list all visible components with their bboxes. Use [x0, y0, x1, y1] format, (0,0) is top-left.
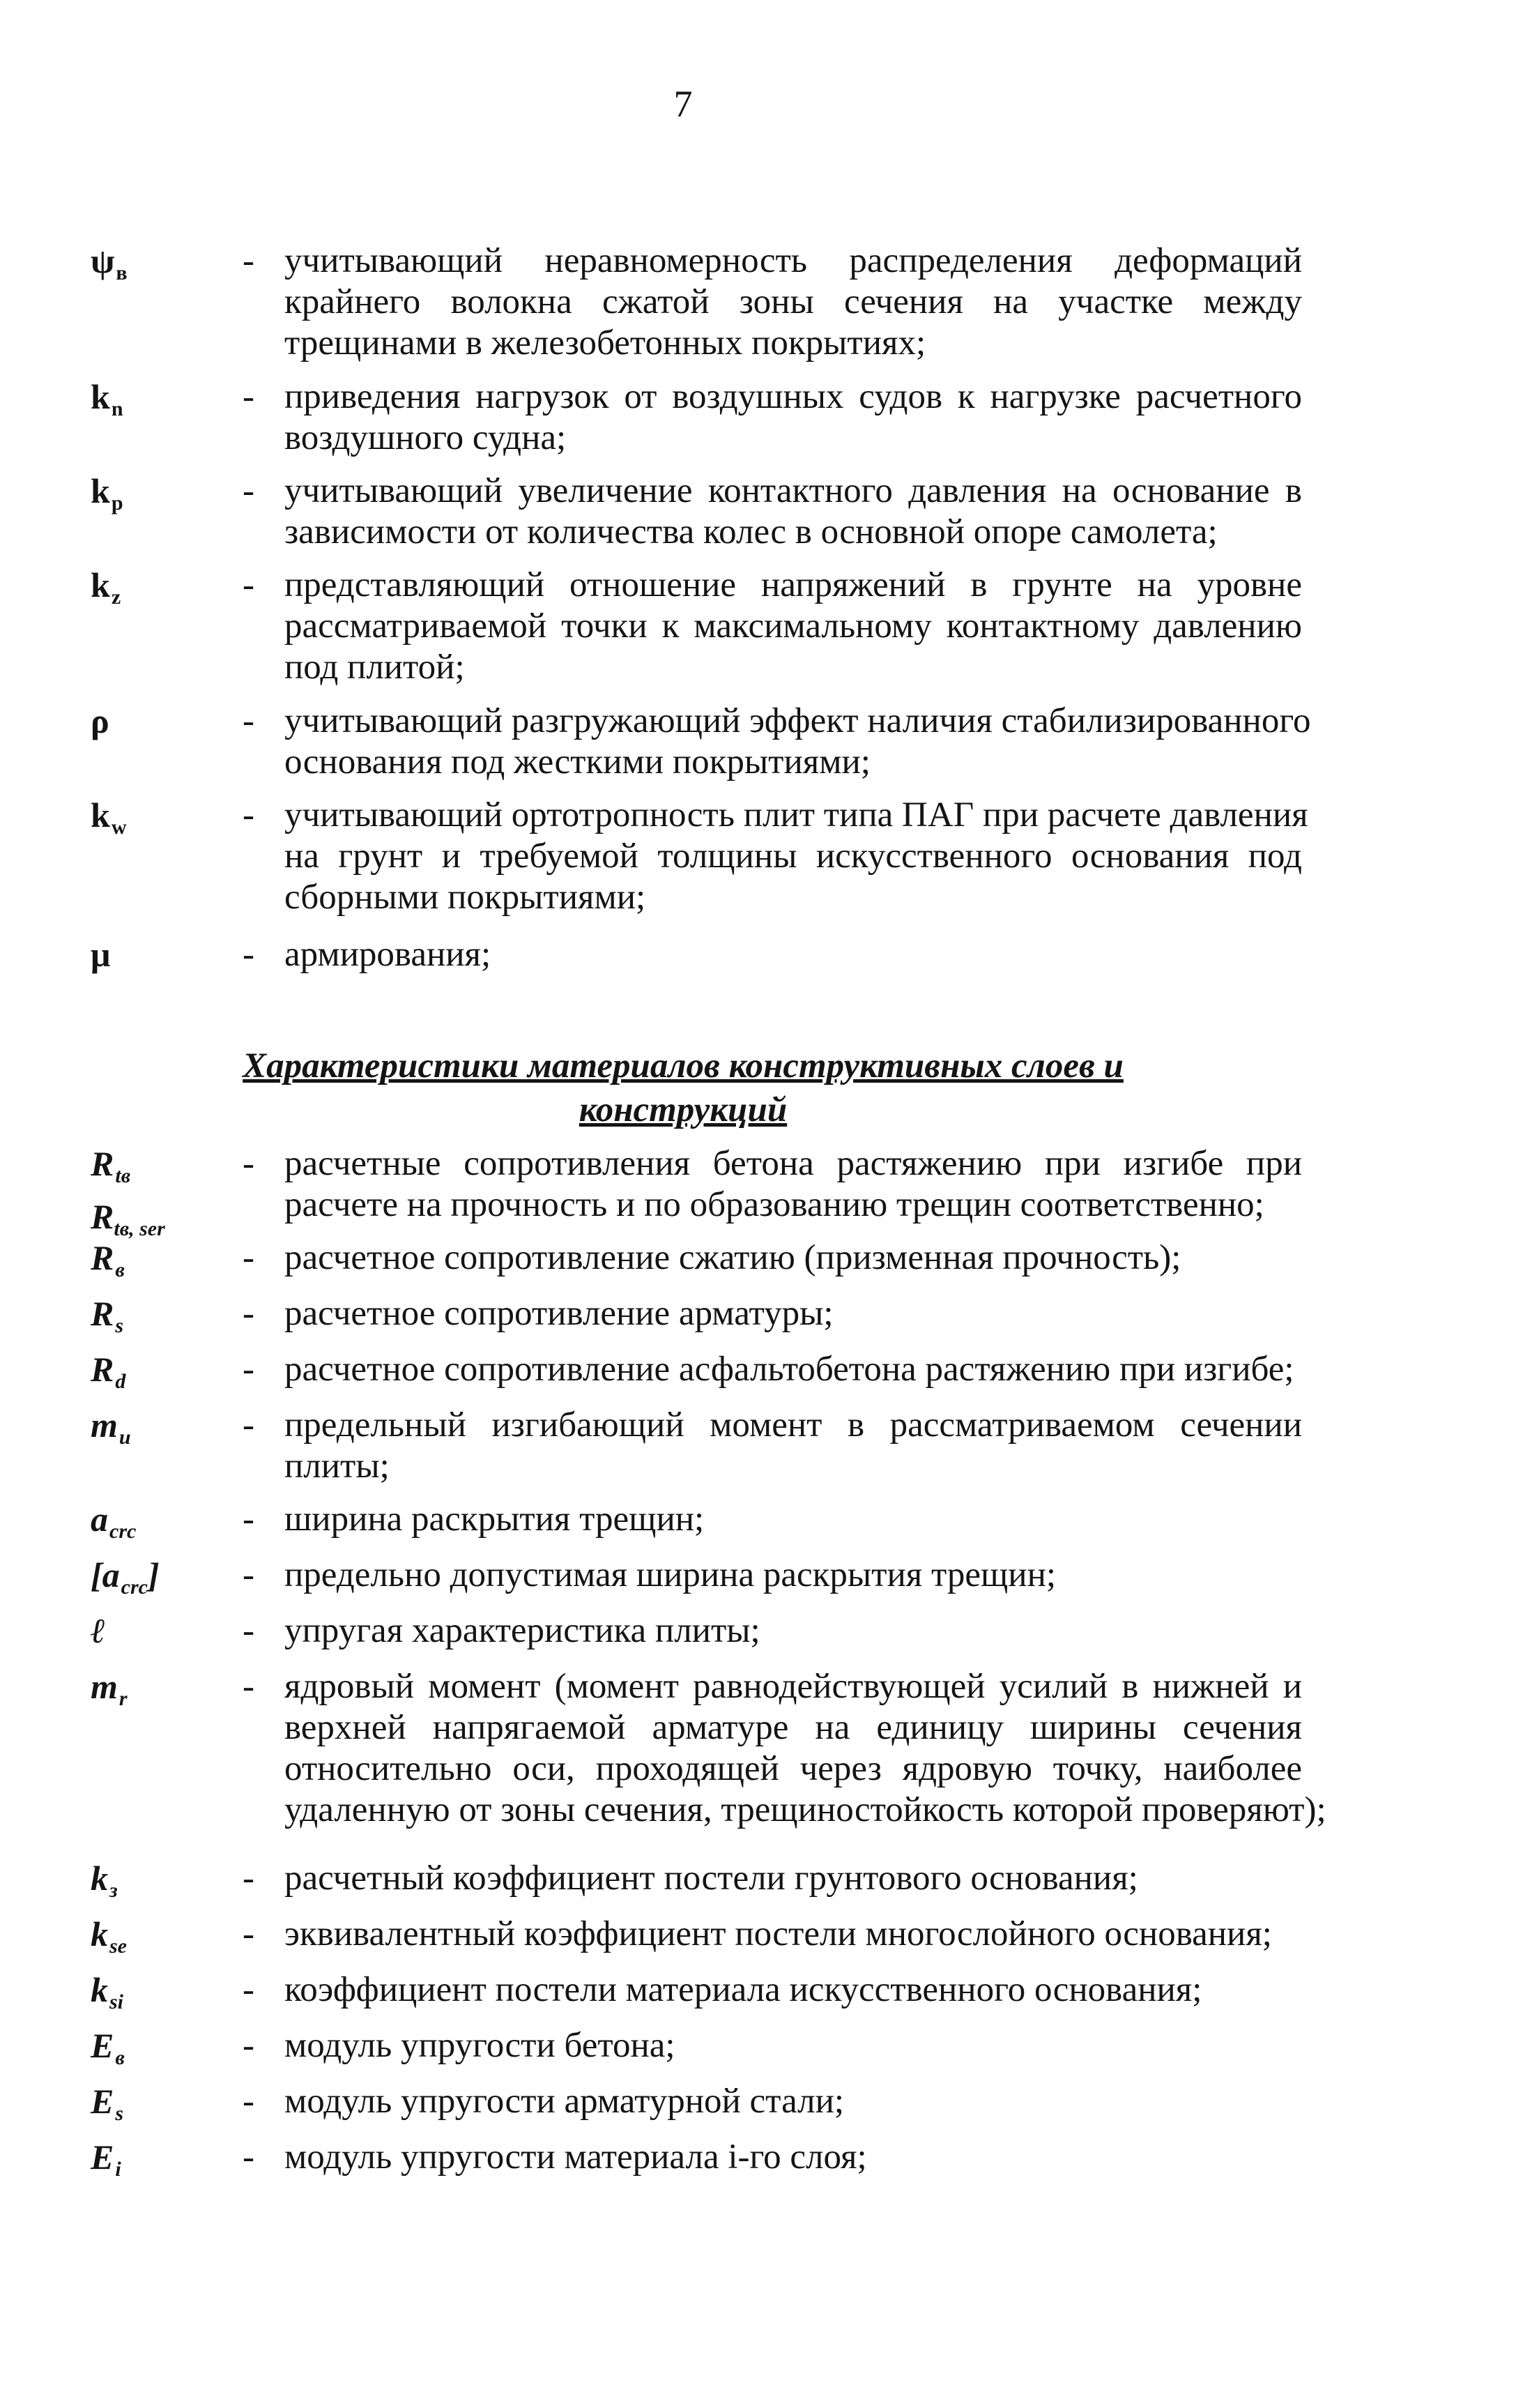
description-line: расчете на прочность и по образованию трещин соответственно; [284, 1185, 1264, 1224]
symbol-description [284, 1610, 1302, 1652]
symbol-letter: μ [91, 935, 111, 974]
symbol-letter: E [91, 2026, 114, 2065]
symbol-subscript: crc [121, 1576, 148, 1599]
dash-separator: - [243, 377, 254, 416]
symbol-letter: R [91, 1350, 114, 1389]
symbol-letter: R [91, 1294, 114, 1333]
description-line: расчетное сопротивление арматуры; [284, 1294, 834, 1333]
symbol-letter: m [91, 1405, 118, 1445]
symbol [91, 2081, 123, 2134]
description-line: модуль упругости бетона; [284, 2026, 675, 2065]
description-line: учитывающий увеличение контактного давления на основание в [284, 471, 1302, 510]
description-line: удаленную от зоны сечения, трещиностойкость которой проверяют); [284, 1790, 1326, 1829]
dash-separator: - [243, 1500, 254, 1539]
dash-separator: - [243, 795, 254, 835]
dash-separator: - [243, 1611, 254, 1650]
description-line: предельно допустимая ширина раскрытия трещин; [284, 1555, 1057, 1594]
symbol-description [284, 795, 1308, 918]
symbol-subscript: u [118, 1426, 131, 1449]
symbol-description [284, 1499, 1302, 1540]
symbol-bracket: ] [147, 1555, 160, 1594]
description-line: представляющий отношение напряжений в грунте на уровне [284, 565, 1302, 604]
symbol-description [284, 701, 1311, 783]
symbol-description [284, 1969, 1302, 2011]
dash-separator: - [243, 2138, 254, 2177]
symbol-description [284, 376, 1302, 459]
symbol [91, 1405, 131, 1458]
symbol [91, 795, 126, 848]
dash-separator: - [243, 701, 254, 740]
description-line: приведения нагрузок от воздушных судов к нагрузке расчетного [284, 377, 1302, 416]
symbol-description [284, 1858, 1302, 1899]
symbol-subscript: si [109, 1990, 124, 2013]
description-line: относительно оси, проходящей через ядровую точку, наиболее [284, 1749, 1302, 1788]
symbol [91, 2137, 121, 2190]
symbol-description [284, 241, 1302, 364]
description-line: расчетное сопротивление асфальтобетона растяжению при изгибе; [284, 1350, 1294, 1389]
description-line: упругая характеристика плиты; [284, 1611, 760, 1650]
symbol-description [284, 1555, 1302, 1596]
symbol-letter: a [91, 1500, 108, 1539]
description-line: на грунт и требуемой толщины искусственного основания под [284, 837, 1302, 876]
symbol-subscript: tв [115, 1164, 131, 1187]
symbol-subscript: r [118, 1687, 128, 1710]
symbol-description [284, 934, 1302, 975]
symbol [91, 1858, 118, 1911]
symbol-letter: k [91, 565, 110, 604]
symbol-letter: R [91, 1144, 114, 1183]
dash-separator: - [243, 565, 254, 604]
symbol-letter: E [91, 2082, 114, 2121]
description-line: коэффициент постели материала искусственного основания; [284, 1970, 1202, 2009]
symbol [91, 1143, 165, 1249]
symbol-letter: k [91, 377, 110, 416]
symbol-subscript: crc [109, 1520, 137, 1543]
description-line: крайнего волокна сжатой зоны сечения на участке между [284, 282, 1302, 321]
description-line: трещинами в железобетонных покрытиях; [284, 323, 926, 363]
symbol-letter: ℓ [91, 1611, 106, 1650]
symbol-subscript: з [109, 1879, 118, 1902]
description-line: расчетное сопротивление сжатию (призменная прочность); [284, 1238, 1181, 1277]
description-line: воздушного судна; [284, 418, 567, 457]
symbol-letter: ψ [91, 241, 115, 280]
symbol [91, 1555, 160, 1608]
description-line: основания под жесткими покрытиями; [284, 742, 871, 782]
description-line: рассматриваемой точки к максимальному контактному давлению [284, 607, 1302, 646]
symbol [91, 565, 121, 618]
symbol [91, 1969, 123, 2022]
symbol [91, 1666, 128, 1719]
description-line: верхней напрягаемой арматуре на единицу ширины сечения [284, 1708, 1302, 1747]
dash-separator: - [243, 241, 254, 280]
symbol-description [284, 471, 1302, 553]
dash-separator: - [243, 935, 254, 974]
symbol-description [284, 1666, 1326, 1831]
symbol-subscript: w [111, 816, 127, 839]
dash-separator: - [243, 1970, 254, 2009]
symbol-letter: k [91, 1859, 108, 1898]
section-heading-line2: конструкций [579, 1090, 788, 1129]
dash-separator: - [243, 2082, 254, 2121]
symbol-letter: R [91, 1238, 114, 1277]
symbol [91, 241, 128, 294]
description-line: расчетный коэффициент постели грунтового основания; [284, 1859, 1138, 1898]
symbol [91, 1349, 125, 1402]
symbol-subscript: в [115, 1258, 125, 1281]
page-number: 7 [673, 83, 693, 125]
description-line: армирования; [284, 935, 491, 974]
symbol-letter: R [91, 1197, 114, 1236]
description-line: учитывающий неравномерность распределения деформаций [284, 241, 1302, 280]
symbol-subscript: в [116, 261, 128, 284]
symbol-subscript: z [111, 586, 121, 609]
symbol-letter: k [91, 1970, 108, 2009]
symbol-letter: ρ [91, 701, 109, 740]
symbol [91, 1610, 105, 1652]
symbol-letter: k [91, 471, 110, 510]
symbol-subscript: p [111, 491, 123, 515]
symbol [91, 1499, 136, 1552]
dash-separator: - [243, 1144, 254, 1183]
dash-separator: - [243, 1914, 254, 1953]
symbol-subscript: n [111, 397, 123, 420]
dash-separator: - [243, 1667, 254, 1706]
symbol-subscript: s [115, 1314, 124, 1337]
symbol-letter: [a [91, 1555, 120, 1594]
symbol-description [284, 1914, 1302, 1955]
symbol-letter: E [91, 2138, 114, 2177]
symbol-description [284, 1293, 1302, 1334]
description-line: расчетные сопротивления бетона растяжению при изгибе при [284, 1144, 1302, 1183]
symbol [91, 1914, 127, 1967]
symbol [91, 471, 123, 524]
symbol [91, 1293, 123, 1346]
symbol [91, 934, 110, 975]
symbol-subscript: se [109, 1935, 127, 1958]
dash-separator: - [243, 1294, 254, 1333]
description-line: учитывающий ортотропность плит типа ПАГ при расчете давления [284, 795, 1308, 835]
symbol-subscript: s [115, 2102, 124, 2125]
symbol-letter: k [91, 1914, 108, 1953]
symbol-subscript: i [115, 2158, 121, 2181]
description-line: сборными покрытиями; [284, 878, 646, 917]
dash-separator: - [243, 2026, 254, 2065]
dash-separator: - [243, 1238, 254, 1277]
section-heading-line1: Характеристики материалов конструктивных слоев и [243, 1046, 1124, 1085]
description-line: ядровый момент (момент равнодействующей усилий в нижней и [284, 1667, 1302, 1706]
symbol-description [284, 2081, 1302, 2122]
description-line: модуль упругости арматурной стали; [284, 2082, 845, 2121]
symbol-subscript: tв, ser [114, 1217, 165, 1240]
symbol [91, 2025, 125, 2078]
symbol-description [284, 2137, 1302, 2178]
symbol-description [284, 1349, 1302, 1390]
symbol-subscript: в [115, 2046, 125, 2069]
symbol-description [284, 1405, 1302, 1487]
description-line: зависимости от количества колес в основной опоре самолета; [284, 512, 1218, 551]
symbol-description [284, 565, 1302, 688]
dash-separator: - [243, 1555, 254, 1594]
symbol-letter: m [91, 1667, 118, 1706]
description-line: под плитой; [284, 648, 465, 687]
description-line: предельный изгибающий момент в рассматриваемом сечении [284, 1405, 1302, 1445]
description-line: модуль упругости материала i-го слоя; [284, 2138, 867, 2177]
symbol-description [284, 1143, 1302, 1226]
symbol [91, 1237, 125, 1290]
description-line: плиты; [284, 1447, 390, 1486]
symbol [91, 376, 123, 429]
symbol [91, 701, 109, 742]
dash-separator: - [243, 1859, 254, 1898]
dash-separator: - [243, 471, 254, 510]
symbol-subscript: d [115, 1370, 126, 1393]
symbol-description [284, 2025, 1302, 2066]
symbol-description [284, 1237, 1302, 1279]
description-line: учитывающий разгружающий эффект наличия стабилизированного [284, 701, 1311, 740]
dash-separator: - [243, 1350, 254, 1389]
description-line: эквивалентный коэффициент постели многослойного основания; [284, 1914, 1272, 1953]
symbol-letter: k [91, 795, 110, 835]
description-line: ширина раскрытия трещин; [284, 1500, 705, 1539]
dash-separator: - [243, 1405, 254, 1445]
